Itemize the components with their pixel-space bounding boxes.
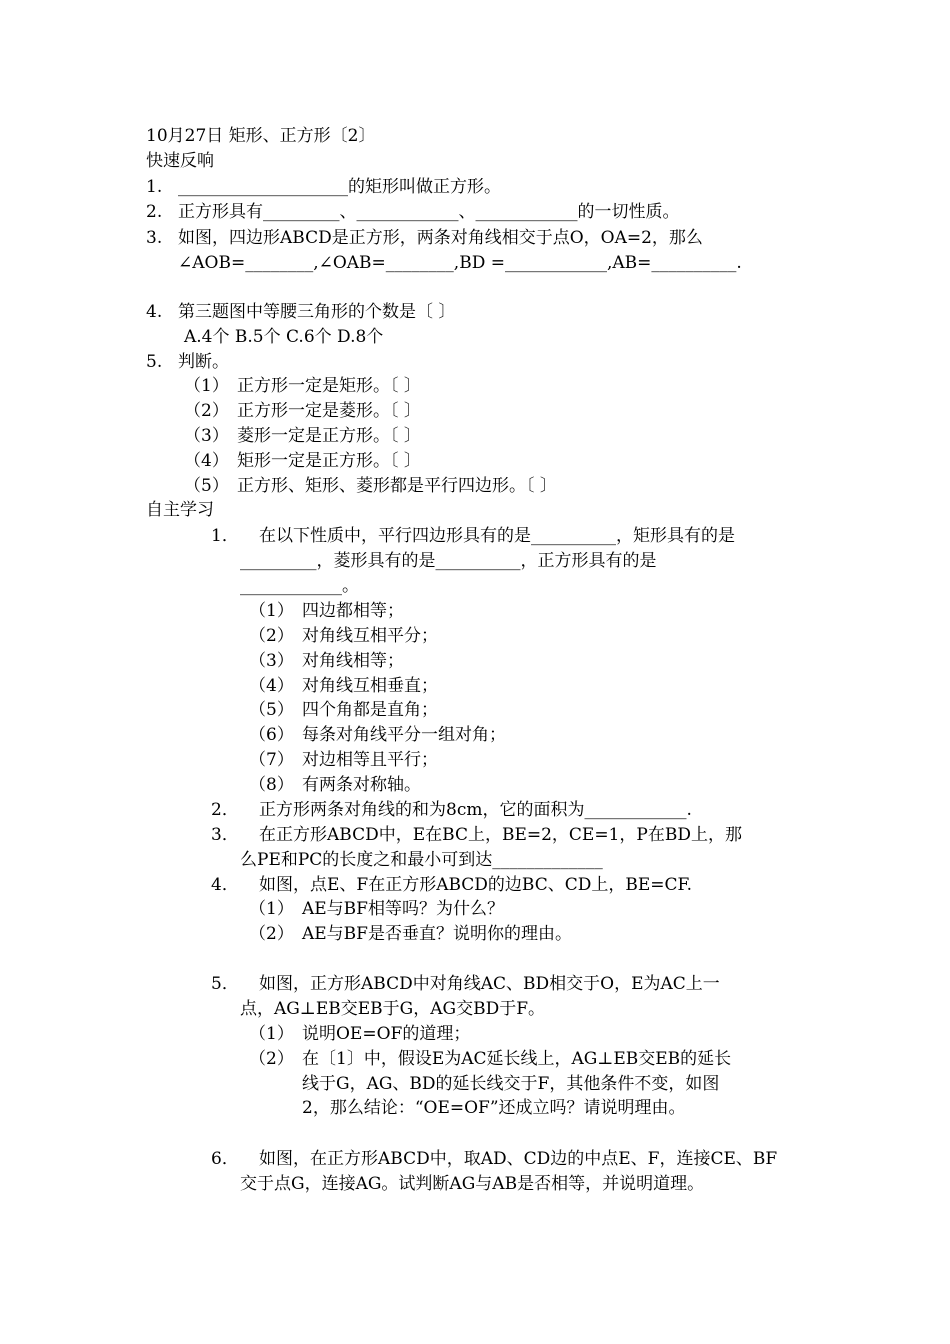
sub-question-text: 说明OE=OF的道理； — [302, 1024, 471, 1044]
sub-question-text-continued: 线于G，AG、BD的延长线交于F，其他条件不变，如图 — [302, 1074, 720, 1094]
problem-number: 1． — [211, 526, 239, 546]
question-number: 2. — [146, 202, 163, 222]
problem-text-continued: _________，菱形具有的是__________，正方形具有的是 — [240, 551, 657, 571]
section-heading-self-study: 自主学习 — [146, 500, 214, 520]
property-text: 四边都相等； — [302, 601, 404, 621]
question-text: 判断。 — [178, 352, 229, 372]
sub-item-text: 正方形一定是矩形。〔 〕 — [237, 376, 421, 396]
sub-item-text: 矩形一定是正方形。〔 〕 — [237, 451, 421, 471]
sub-item-number: （2） — [184, 401, 229, 421]
problem-text: 正方形两条对角线的和为8cm，它的面积为____________. — [259, 800, 692, 820]
sub-question-number: （1） — [249, 1024, 294, 1044]
property-number: （1） — [249, 601, 294, 621]
property-text: 对角线相等； — [302, 651, 404, 671]
property-number: （8） — [249, 775, 294, 795]
question-text: 第三题图中等腰三角形的个数是〔 〕 — [178, 302, 456, 322]
sub-item-number: （4） — [184, 451, 229, 471]
property-text: 对角线互相垂直； — [302, 676, 438, 696]
problem-text: 如图，正方形ABCD中对角线AC、BD相交于O，E为AC上一 — [259, 974, 720, 994]
property-number: （4） — [249, 676, 294, 696]
question-text: 正方形具有_________、____________、____________的一切性质。 — [178, 202, 680, 222]
sub-question-text: AE与BF相等吗？为什么？ — [302, 899, 504, 919]
question-text: ____________________的矩形叫做正方形。 — [178, 177, 501, 197]
sub-item-text: 正方形、矩形、菱形都是平行四边形。〔 〕 — [237, 476, 557, 496]
problem-number: 5． — [211, 974, 239, 994]
sub-item-number: （1） — [184, 376, 229, 396]
problem-text: 在以下性质中，平行四边形具有的是__________，矩形具有的是 — [259, 526, 735, 546]
property-number: （3） — [249, 651, 294, 671]
question-text: 如图，四边形ABCD是正方形，两条对角线相交于点O，OA=2，那么 — [178, 228, 703, 248]
property-number: （5） — [249, 700, 294, 720]
sub-question-text: 在〔1〕中，假设E为AC延长线上，AG⊥EB交EB的延长 — [302, 1049, 732, 1069]
sub-item-number: （3） — [184, 426, 229, 446]
sub-question-text: AE与BF是否垂直？说明你的理由。 — [302, 924, 572, 944]
page-title: 10月27日 矩形、正方形〔2〕 — [146, 126, 376, 146]
property-text: 每条对角线平分一组对角； — [302, 725, 506, 745]
problem-number: 4． — [211, 875, 239, 895]
property-number: （2） — [249, 626, 294, 646]
problem-number: 2． — [211, 800, 239, 820]
property-text: 对边相等且平行； — [302, 750, 438, 770]
problem-text: 如图，在正方形ABCD中，取AD、CD边的中点E、F，连接CE、BF — [259, 1149, 778, 1169]
sub-question-number: （2） — [249, 924, 294, 944]
question-number: 1. — [146, 177, 163, 197]
question-number: 4. — [146, 302, 163, 322]
sub-question-text-continued: 2，那么结论：“OE=OF”还成立吗？请说明理由。 — [302, 1098, 686, 1118]
problem-number: 3． — [211, 825, 239, 845]
problem-text-continued: 交于点G，连接AG。试判断AG与AB是否相等，并说明道理。 — [240, 1174, 705, 1194]
problem-number: 6． — [211, 1149, 239, 1169]
property-text: 对角线互相平分； — [302, 626, 438, 646]
question-options: A.4个 B.5个 C.6个 D.8个 — [184, 327, 384, 347]
problem-text: 在正方形ABCD中，E在BC上，BE=2，CE=1，P在BD上，那 — [259, 825, 742, 845]
property-number: （7） — [249, 750, 294, 770]
property-text: 四个角都是直角； — [302, 700, 438, 720]
question-number: 3. — [146, 228, 163, 248]
sub-question-number: （1） — [249, 899, 294, 919]
problem-text: 如图，点E、F在正方形ABCD的边BC、CD上，BE=CF. — [259, 875, 693, 895]
section-heading-quick: 快速反响 — [146, 151, 214, 171]
property-text: 有两条对称轴。 — [302, 775, 421, 795]
sub-item-number: （5） — [184, 476, 229, 496]
sub-item-text: 正方形一定是菱形。〔 〕 — [237, 401, 421, 421]
question-number: 5. — [146, 352, 163, 372]
problem-text-continued: ____________。 — [240, 576, 359, 596]
problem-text-continued: 点，AG⊥EB交EB于G，AG交BD于F。 — [240, 999, 546, 1019]
problem-text-continued: 么PE和PC的长度之和最小可到达_____________ — [240, 850, 603, 870]
question-1 — [146, 176, 162, 198]
sub-question-number: （2） — [249, 1049, 294, 1069]
sub-item-text: 菱形一定是正方形。〔 〕 — [237, 426, 421, 446]
question-text-continued: ∠AOB=________,∠OAB=________,BD =____________,AB=__________. — [178, 253, 742, 273]
property-number: （6） — [249, 725, 294, 745]
